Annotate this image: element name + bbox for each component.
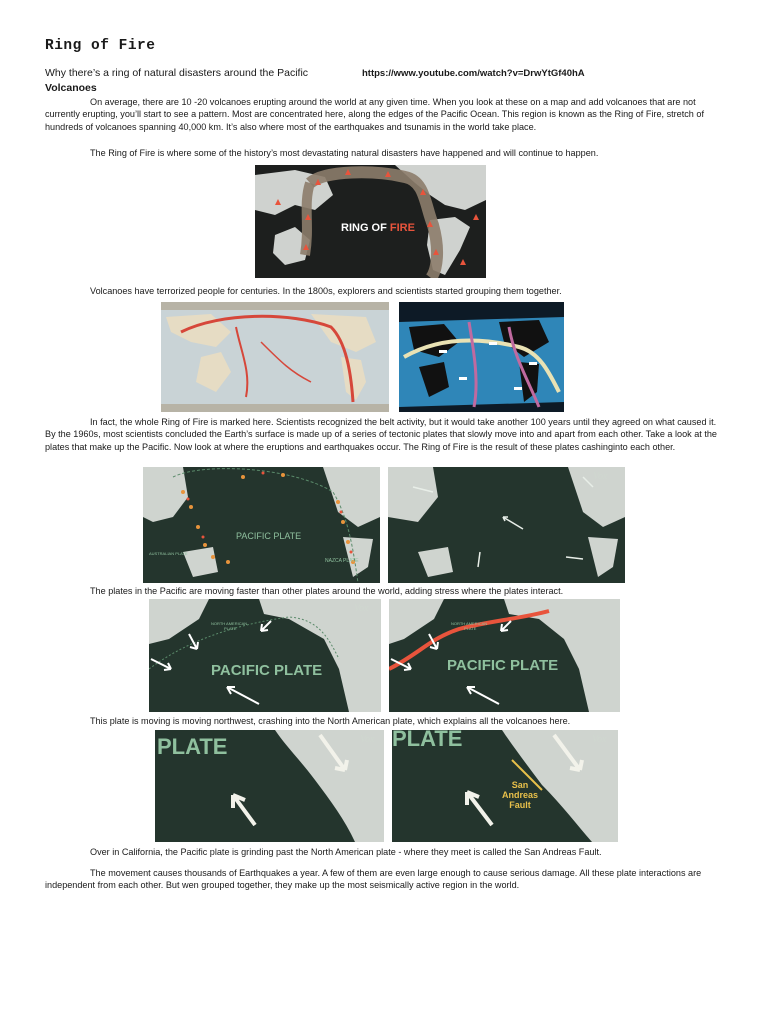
paragraph-plates-text: In fact, the whole Ring of Fire is marked here. Scientists recognized the belt activity, but it would take another 100 years until they agreed on what caused it. By the 1960s, most scientists concluded the Earth’s surface is made up of a series of tectonic plates that slowly move into and apart from each other. Take a look at the plates that make up the Pacific. Now look at where the eruptions and earthquakes occur. The Ring of Fire is the result of these plates cashinginto each other.	[45, 417, 717, 452]
pacific-plate-northwest-image	[149, 599, 381, 712]
nazca-plate-label: NAZCA PLATE	[325, 558, 359, 564]
plate-label-crop: PLATE	[157, 734, 228, 759]
vox-watermark: Vox	[354, 603, 369, 614]
san-andreas-label-line3: Fault	[509, 800, 531, 810]
paragraph-faster	[45, 585, 725, 597]
north-american-label-line2: PLATE	[464, 626, 477, 631]
ring-label-part1: RING OF	[341, 222, 390, 234]
section-heading: Volcanoes	[45, 82, 97, 94]
pacific-plate-eruptions-image	[143, 467, 380, 583]
plate-motion-arrows-image	[388, 467, 625, 583]
blue-plate-map-image	[399, 302, 564, 412]
paragraph-1800s	[45, 285, 725, 297]
paragraph-northwest-text: This plate is moving is moving northwest, crashing into the North American plate, which explains all the volcanoes here.	[90, 716, 571, 726]
paragraph-intro	[45, 96, 725, 133]
ring-label-part2: FIRE	[389, 222, 415, 234]
svg-text:RING OF FIRE	[341, 222, 415, 234]
plate-label-crop: PLATE	[392, 730, 463, 751]
north-american-label-line1: NORTH AMERICAN	[451, 621, 488, 626]
paragraph-history	[45, 147, 725, 159]
pacific-plate-label-large: PACIFIC PLATE	[211, 662, 323, 679]
paragraph-plates	[45, 416, 725, 453]
pacific-plate-label-large: PACIFIC PLATE	[447, 657, 559, 674]
paragraph-california	[45, 846, 725, 858]
ring-of-fire-map-image	[255, 165, 486, 278]
vox-watermark: Vox	[592, 734, 607, 745]
san-andreas-label-line1: San	[511, 780, 529, 790]
australian-plate-label: AUSTRALIAN PLATE	[149, 551, 188, 556]
north-american-label-line2: PLATE	[224, 626, 237, 631]
historic-volcano-map-image	[161, 302, 389, 412]
pacific-plate-collision-image	[389, 599, 620, 712]
video-link[interactable]: https://www.youtube.com/watch?v=DrwYtGf40hA	[362, 68, 585, 79]
paragraph-california-text: Over in California, the Pacific plate is grinding past the North American plate - where they meet is called the San Andreas Fault.	[90, 847, 602, 857]
north-american-label-line1: NORTH AMERICAN	[211, 621, 248, 626]
paragraph-northwest	[45, 715, 725, 727]
paragraph-intro-text: On average, there are 10 -20 volcanoes erupting around the world at any given time. When you look at these on a map and add volcanoes that are not currently erupting, you’ll start to see a pattern. Most are concentrated here, along the edges of the Pacific Ocean. This region is known as the Ring of Fire, stretch of hundreds of volcanoes spanning 40,000 km. It’s also where most of the earthquakes and tsunamis in the world take place.	[45, 97, 704, 132]
san-andreas-label-line2: Andreas	[501, 790, 539, 800]
plate-crop-image	[155, 730, 384, 842]
paragraph-1800s-text: Volcanoes have terrorized people for centuries. In the 1800s, explorers and scientists started grouping them together.	[90, 286, 562, 296]
paragraph-faster-text: The plates in the Pacific are moving faster than other plates around the world, adding stress where the plates interact.	[90, 586, 564, 596]
document-subtitle: Why there’s a ring of natural disasters around the Pacific	[45, 67, 309, 79]
paragraph-history-text: The Ring of Fire is where some of the history’s most devastating natural disasters have happened and will continue to happen.	[90, 148, 599, 158]
document-title: Ring of Fire	[45, 38, 156, 54]
san-andreas-fault-image	[392, 730, 618, 842]
vox-watermark: Vox	[593, 471, 608, 482]
paragraph-conclusion-text: The movement causes thousands of Earthquakes a year. A few of them are even large enough to cause serious damage. All these plate interactions are independent from each other. But wen grouped together, they make up the most seismically active region in the world.	[45, 868, 702, 891]
paragraph-conclusion	[45, 867, 725, 892]
pacific-plate-label-small: PACIFIC PLATE	[236, 531, 302, 541]
vox-watermark: Vox	[360, 734, 375, 745]
